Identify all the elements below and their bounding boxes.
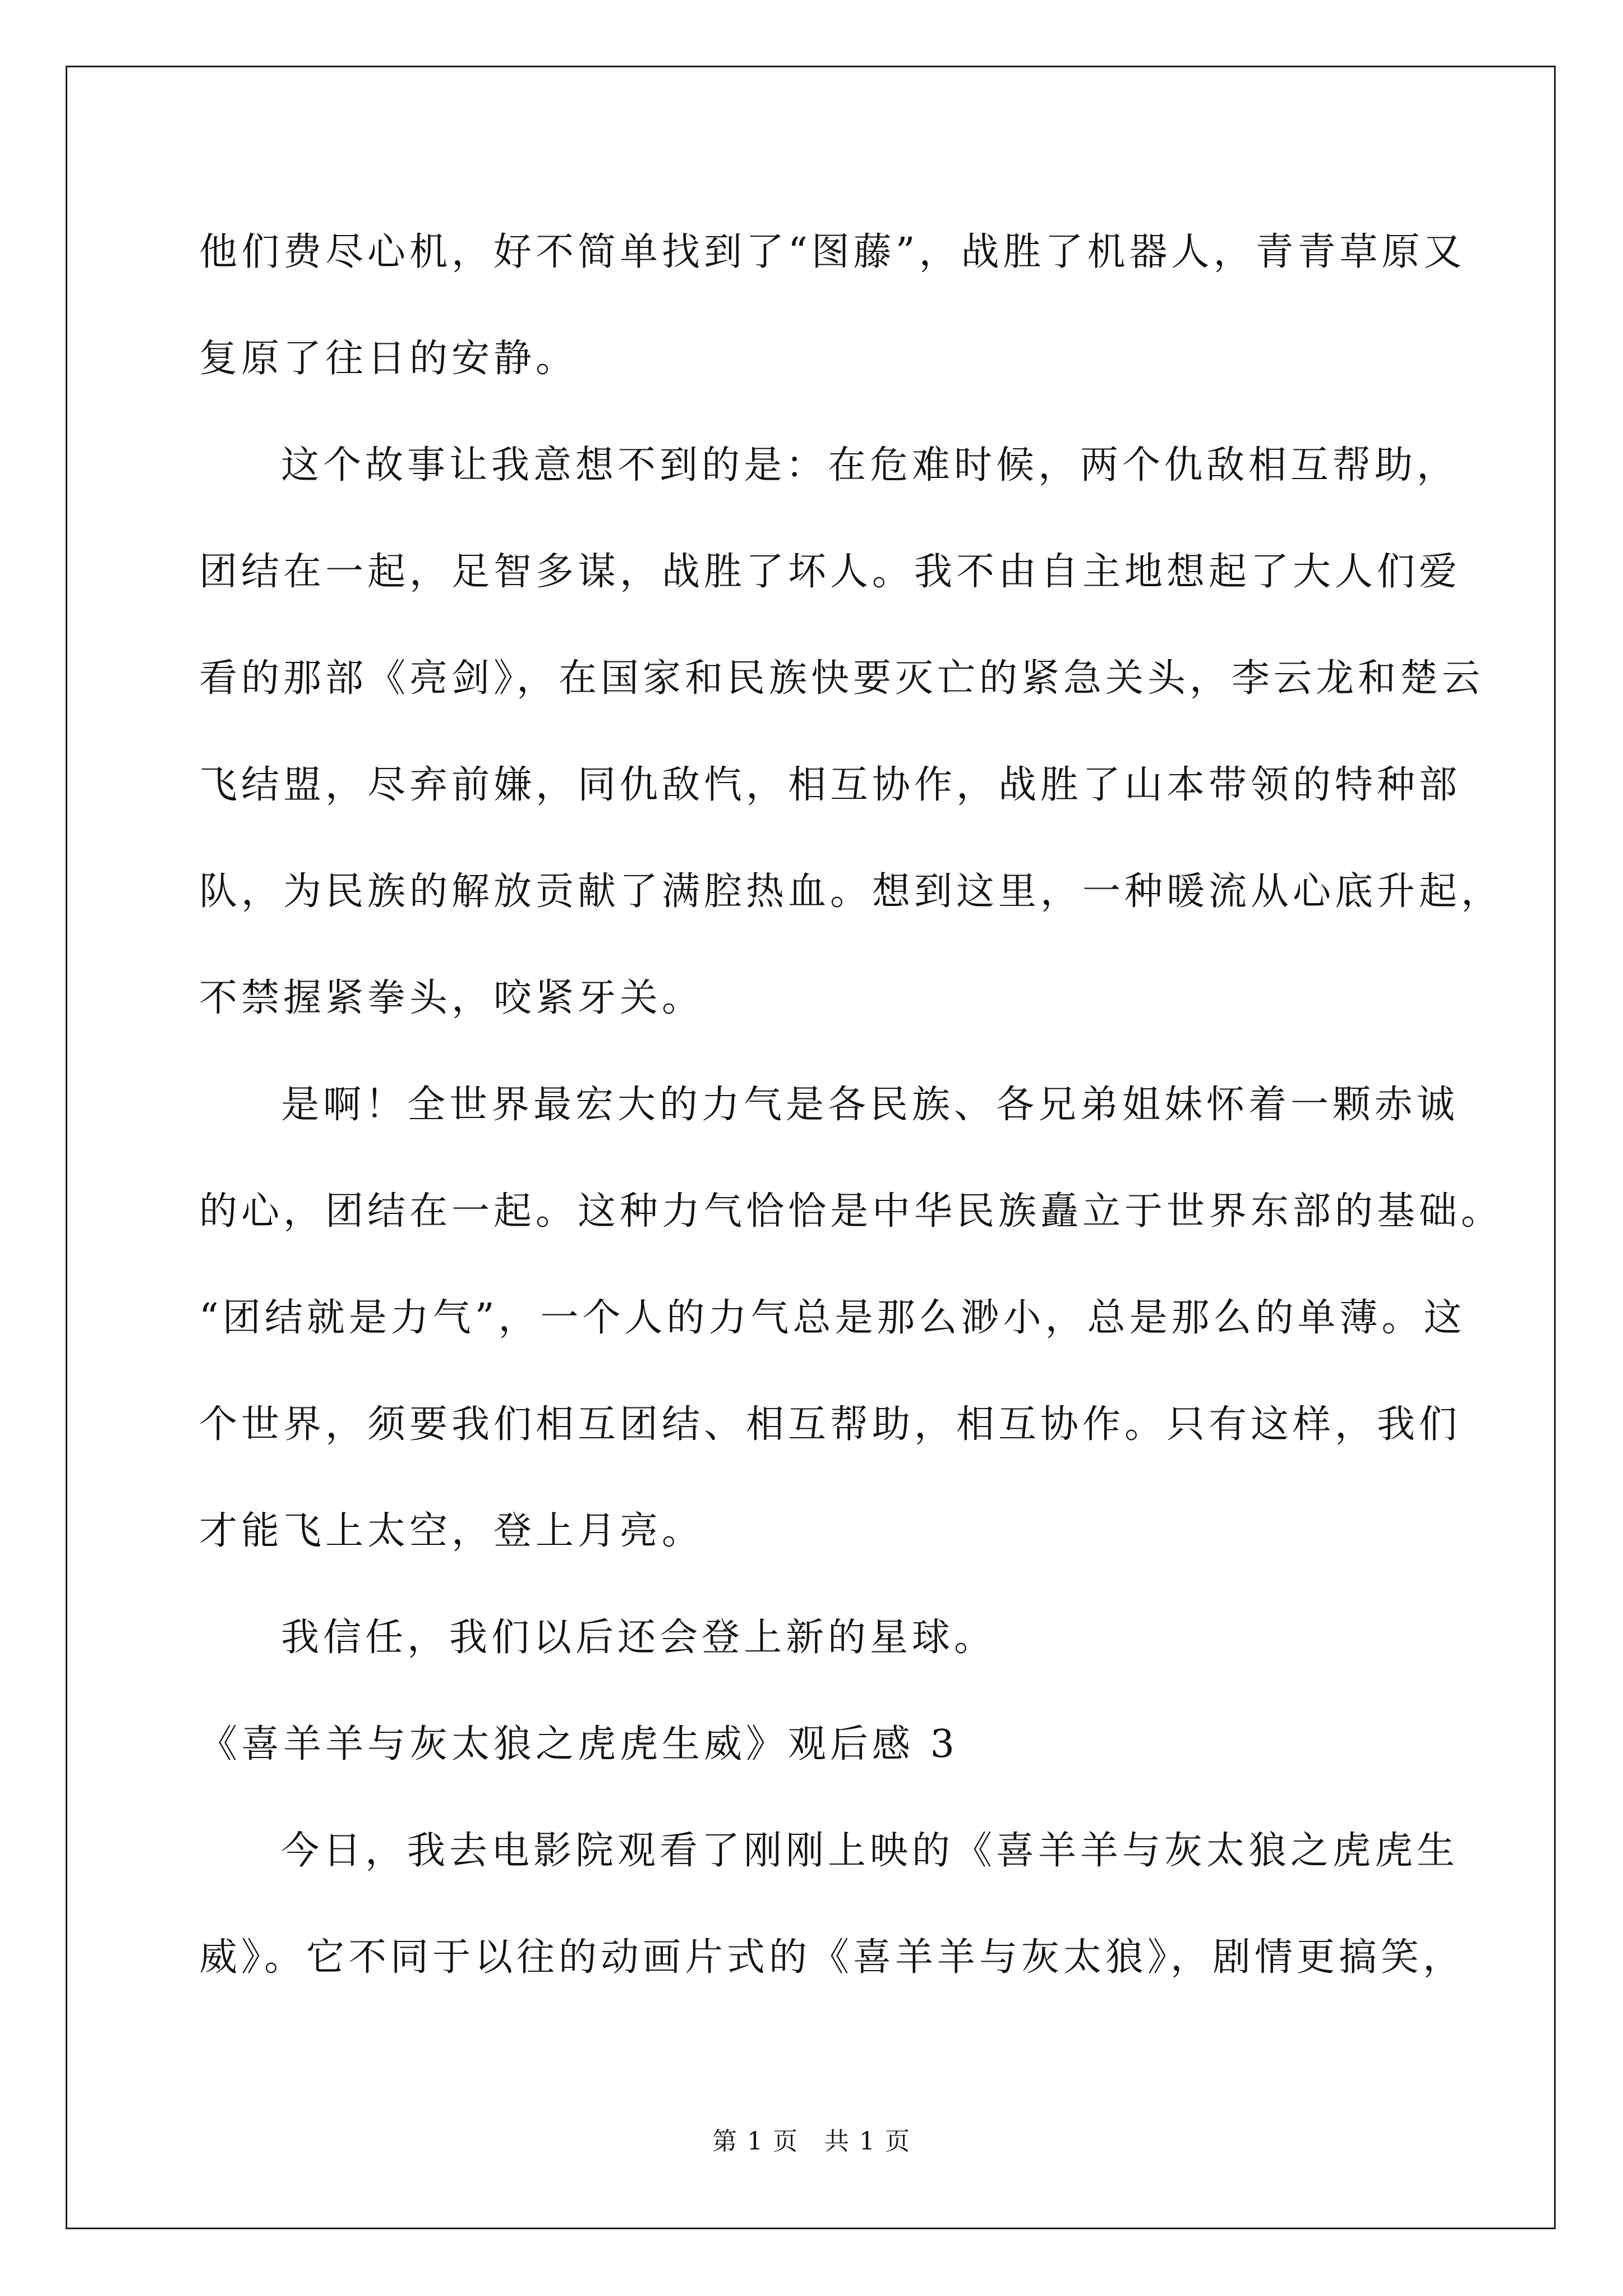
text-line: 才能飞上太空，登上月亮。 bbox=[199, 1509, 704, 1553]
text-line: “团结就是力气”，一个人的力气总是那么渺小，总是那么的单薄。这 bbox=[199, 1296, 1466, 1340]
text-line: 飞结盟，尽弃前嫌，同仇敌忾，相互协作，战胜了山本带领的特种部 bbox=[199, 763, 1461, 807]
text-line: 这个故事让我意想不到的是：在危难时候，两个仇敌相互帮助， bbox=[281, 443, 1459, 487]
text-line: 不禁握紧拳头，咬紧牙关。 bbox=[199, 976, 704, 1020]
document-body bbox=[199, 222, 1504, 2033]
text-line: 是啊！全世界最宏大的力气是各民族、各兄弟姐妹怀着一颗赤诚 bbox=[281, 1083, 1459, 1127]
text-line: 今日，我去电影院观看了刚刚上映的《喜羊羊与灰太狼之虎虎生 bbox=[281, 1829, 1459, 1873]
section-heading: 《喜羊羊与灰太狼之虎虎生威》观后感 3 bbox=[199, 1722, 958, 1766]
text-line: 团结在一起，足智多谋，战胜了坏人。我不由自主地想起了大人们爱 bbox=[199, 550, 1461, 594]
text-line: 威》。它不同于以往的动画片式的《喜羊羊与灰太狼》，剧情更搞笑， bbox=[199, 1935, 1465, 1980]
text-line: 复原了往日的安静。 bbox=[199, 337, 578, 381]
text-line: 队，为民族的解放贡献了满腔热血。想到这里，一种暖流从心底升起， bbox=[199, 869, 1504, 914]
text-line: 看的那部《亮剑》，在国家和民族快要灭亡的紧急关头，李云龙和楚云 bbox=[199, 656, 1484, 701]
text-line: 我信任，我们以后还会登上新的星球。 bbox=[281, 1616, 997, 1660]
text-line: 的心，团结在一起。这种力气恰恰是中华民族矗立于世界东部的基础。 bbox=[199, 1189, 1504, 1234]
text-line: 他们费尽心机，好不简单找到了“图藤”，战胜了机器人，青青草原又 bbox=[199, 230, 1466, 274]
page-footer: 第 1 页 共 1 页 bbox=[712, 2127, 911, 2156]
text-line: 个世界，须要我们相互团结、相互帮助，相互协作。只有这样，我们 bbox=[199, 1402, 1461, 1447]
